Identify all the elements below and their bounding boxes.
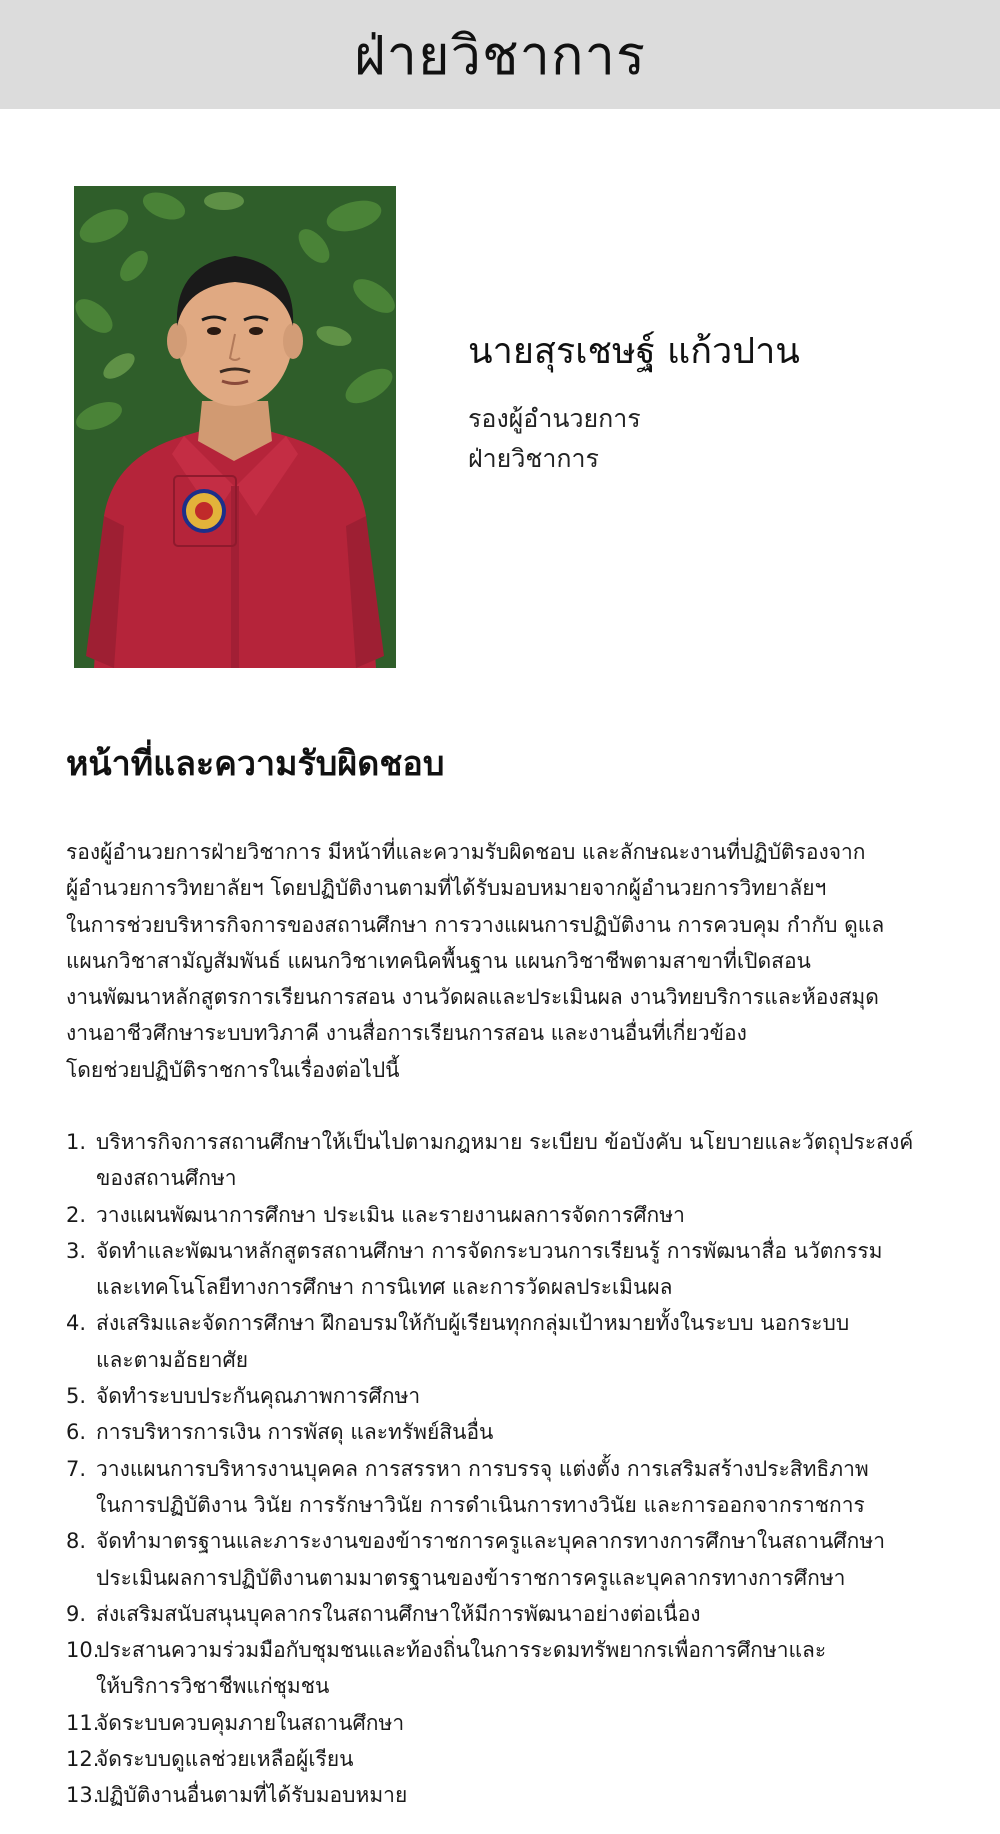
duty-text: และตามอัธยาศัย [96,1347,249,1372]
duty-number: 6. [66,1420,87,1445]
duty-text: จัดทำระบบประกันคุณภาพการศึกษา [96,1384,421,1409]
duty-item [66,1632,966,1705]
duty-number: 9. [66,1601,87,1626]
duty-text: ส่งเสริมสนับสนุนบุคลากรในสถานศึกษาให้มีการพัฒนาอย่างต่อเนื่อง [96,1601,701,1626]
duty-number: 7. [66,1456,87,1481]
duty-number: 5. [66,1384,87,1409]
duty-item [66,1414,966,1450]
duties-list [66,1124,966,1814]
duty-number: 2. [66,1202,87,1227]
duty-item [66,1523,966,1596]
intro-line: งานอาชีวศึกษาระบบทวิภาคี งานสื่อการเรียนการสอน และงานอื่นที่เกี่ยวข้อง [66,1021,747,1046]
duty-number: 8. [66,1529,87,1554]
duty-number: 10. [66,1638,100,1663]
duty-text: การบริหารการเงิน การพัสดุ และทรัพย์สินอื่น [96,1420,494,1445]
duty-text: วางแผนพัฒนาการศึกษา ประเมิน และรายงานผลการจัดการศึกษา [96,1202,685,1227]
intro-paragraph [66,834,966,1088]
duty-item [66,1777,966,1813]
duty-item [66,1705,966,1741]
duty-item [66,1233,966,1306]
duty-text: ประเมินผลการปฏิบัติงานตามมาตรฐานของข้าราชการครูและบุคลากรทางการศึกษา [96,1565,846,1590]
duty-text: จัดระบบควบคุมภายในสถานศึกษา [96,1710,405,1735]
duty-item [66,1124,966,1197]
duty-text: จัดทำและพัฒนาหลักสูตรสถานศึกษา การจัดกระบวนการเรียนรู้ การพัฒนาสื่อ นวัตกรรม [96,1238,883,1263]
duty-item [66,1378,966,1414]
duty-number: 1. [66,1130,87,1154]
duty-item [66,1197,966,1233]
person-position-line-2: ฝ่ายวิชาการ [468,444,599,473]
person-position-line-1: รองผู้อำนวยการ [468,404,641,433]
duty-text: ให้บริการวิชาชีพแก่ชุมชน [96,1674,330,1699]
duty-item [66,1596,966,1632]
duty-text: วางแผนการบริหารงานบุคคล การสรรหา การบรรจุ แต่งตั้ง การเสริมสร้างประสิทธิภาพ [96,1456,869,1481]
page-title: ฝ่ายวิชาการ [354,23,646,87]
duty-item [66,1305,966,1378]
duty-number: 12. [66,1747,100,1772]
duty-number: 11. [66,1710,100,1735]
intro-line: ผู้อำนวยการวิทยาลัยฯ โดยปฏิบัติงานตามที่ได้รับมอบหมายจากผู้อำนวยการวิทยาลัยฯ [66,876,827,901]
duty-number: 3. [66,1238,87,1263]
duty-text: ในการปฏิบัติงาน วินัย การรักษาวินัย การดำเนินการทางวินัย และการออกจากราชการ [96,1492,865,1517]
page-header [0,0,1000,109]
portrait-photo [74,186,396,668]
duty-text: จัดทำมาตรฐานและภาระงานของข้าราชการครูและบุคลากรทางการศึกษาในสถานศึกษา [96,1529,885,1554]
intro-line: งานพัฒนาหลักสูตรการเรียนการสอน งานวัดผลและประเมินผล งานวิทยบริการและห้องสมุด [66,985,879,1010]
duty-item [66,1451,966,1524]
section-title: หน้าที่และความรับผิดชอบ [66,744,445,784]
duty-number: 4. [66,1311,87,1336]
duty-text: ประสานความร่วมมือกับชุมชนและท้องถิ่นในการระดมทรัพยากรเพื่อการศึกษาและ [96,1638,827,1663]
duty-text: และเทคโนโลยีทางการศึกษา การนิเทศ และการวัดผลประเมินผล [96,1275,673,1300]
duty-text: จัดระบบดูแลช่วยเหลือผู้เรียน [96,1747,354,1772]
duty-text: ปฏิบัติงานอื่นตามที่ได้รับมอบหมาย [96,1783,408,1808]
intro-line: รองผู้อำนวยการฝ่ายวิชาการ มีหน้าที่และความรับผิดชอบ และลักษณะงานที่ปฏิบัติรองจาก [66,840,866,864]
person-name: นายสุรเชษฐ์ แก้วปาน [468,331,800,372]
intro-line: แผนกวิชาสามัญสัมพันธ์ แผนกวิชาเทคนิคพื้นฐาน แผนกวิชาชีพตามสาขาที่เปิดสอน [66,948,811,973]
intro-line: โดยช่วยปฏิบัติราชการในเรื่องต่อไปนี้ [66,1057,400,1082]
person-info [468,322,800,479]
duty-item [66,1741,966,1777]
duty-text: ของสถานศึกษา [96,1166,237,1191]
duty-text: บริหารกิจการสถานศึกษาให้เป็นไปตามกฎหมาย ระเบียบ ข้อบังคับ นโยบายและวัตถุประสงค์ [96,1130,914,1154]
intro-line: ในการช่วยบริหารกิจการของสถานศึกษา การวางแผนการปฏิบัติงาน การควบคุม กำกับ ดูแล [66,912,885,937]
duty-number: 13. [66,1783,100,1808]
duty-text: ส่งเสริมและจัดการศึกษา ฝึกอบรมให้กับผู้เรียนทุกกลุ่มเป้าหมายทั้งในระบบ นอกระบบ [96,1311,850,1336]
